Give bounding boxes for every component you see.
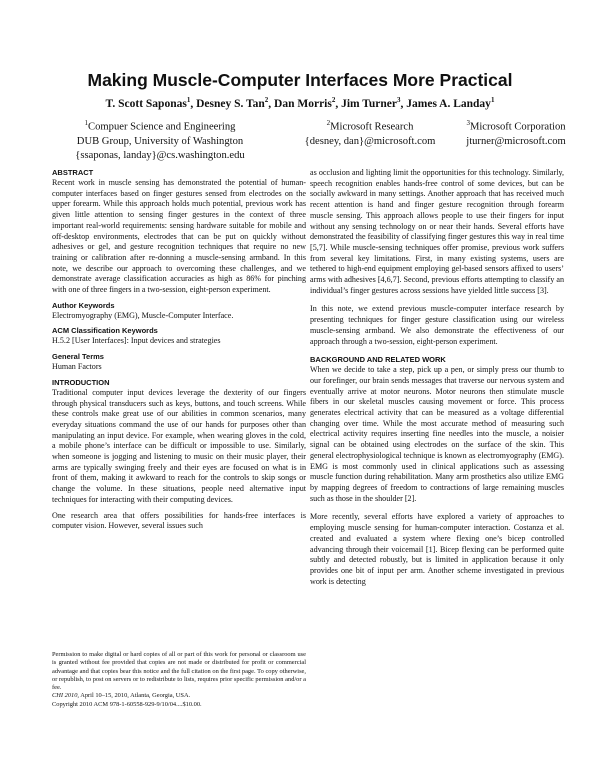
conference-line: CHI 2010, April 10–15, 2010, Atlanta, Georgia, USA. (52, 692, 191, 700)
right-column (310, 168, 564, 587)
acm-heading: ACM Classification Keywords (52, 326, 158, 336)
copyright-footnote (52, 651, 306, 709)
copyright-line: Copyright 2010 ACM 978-1-60558-929-9/10/04....$10.00. (52, 700, 202, 708)
left-column (52, 168, 306, 532)
background-paragraph-1: When we decide to take a step, pick up a pen, or simply press our thumb to our forefinger, our brain sends messages that traverse our nervous system and eventually arrive at motor neurons. Motor neurons then stimulate muscle fibers in our skeletal muscles causing movement or force. This process generates electrical activity that can be measured as a voltage differential changing over time. While the most accurate method of measuring such electrical activity requires inserting fine needles into the muscle, a noisier signal can be obtained using electrodes on the surface of the skin. This general electrophysiological technique is known as electromyography (EMG). EMG is most commonly used in clinical applications such as assessing muscle function during rehabilitation. Many arm prosthetics also utilize EMG by mapping degrees of freedom to contractions of large remaining muscles such as those in the shoulder [2]. (310, 365, 564, 503)
intro-heading: INTRODUCTION (52, 377, 110, 387)
author-list: T. Scott Saponas$^1$, Desney S. Tan$^2$, Dan Morris$^2$, Jim Turner$^3$, James A. Landay$^1$ (105, 96, 495, 110)
affiliation-microsoft: $^3$Microsoft Corporation jturner@microsoft.com (466, 119, 566, 147)
author: James A. Landay$^1$ (406, 96, 495, 110)
terms-text: Human Factors (52, 362, 102, 372)
background-heading: BACKGROUND AND RELATED WORK (310, 355, 446, 365)
paper-title: Making Muscle-Computer Interfaces More Practical (87, 70, 513, 90)
author: Desney S. Tan$^2$ (196, 96, 269, 110)
author: Jim Turner$^3$ (341, 96, 401, 110)
author: Dan Morris$^2$ (274, 96, 336, 110)
intro-paragraph-3: In this note, we extend previous muscle-computer interface research by presenting techniques for finger gesture classification using our wireless muscle-sensing armband. We also demonstrate the effectiveness of our approach through a two-session, eight-person experiment. (310, 304, 564, 346)
intro-paragraph-2: One research area that offers possibilities for hands-free interfaces is computer vision. However, several issues such (52, 510, 306, 531)
acm-text: H.5.2 [User Interfaces]: Input devices and strategies (52, 336, 221, 346)
author: T. Scott Saponas$^1$ (105, 96, 191, 110)
abstract-text: Recent work in muscle sensing has demonstrated the potential of human-computer interfaces based on finger gestures sensed from electrodes on the upper forearm. While this approach holds much potential, previous work has given little attention to sensing finger gestures in the context of three important real-world requirements: sensing hardware suitable for mobile and off-desktop environments, electrodes that can be put on quickly without adhesives or gel, and gesture recognition techniques that require no new training or calibration after re-donning a muscle-sensing armband. In this note, we describe our approach to overcoming these challenges, and we demonstrate average classification accuracies as high as 86% for pinching with one of three fingers in a two-session, eight-person experiment. (52, 178, 306, 295)
intro-paragraph-2-continued: as occlusion and lighting limit the opportunities for this technology. Similarly, speech recognition enables hands-free control of some devices, but can be socially awkward in many settings. Another approach that has received much recent attention is hand and finger gesture recognition through forearm muscle sensing. This approach allows people to use their fingers for input without any sensing technology on or near their hands. Several efforts have demonstrated the feasibility of classifying finger gestures this way in real time [5,7]. While muscle-sensing techniques offer promise, previous work suffers from several key limitations. First, in many existing systems, users are tethered to high-end equipment employing gel-based sensors affixed to users’ arms with adhesives [4,6,7]. Second, previous efforts attempting to classify an individual’s finger gestures across sessions have yielded little success [3]. (310, 168, 564, 295)
affiliation-uw: $^1$Compuer Science and Engineering DUB Group, University of Washington {ssaponas, landay}@cs.washington.edu (75, 119, 245, 161)
affiliation-msr: $^2$Microsoft Research {desney, dan}@microsoft.com (304, 119, 436, 147)
terms-heading: General Terms (52, 352, 104, 362)
abstract-heading: ABSTRACT (52, 168, 94, 177)
intro-paragraph-1: Traditional computer input devices leverage the dexterity of our fingers through physical transducers such as keys, buttons, and touch screens. While these controls make great use of our abilities in common scenarios, many everyday situations command the use of our hands for purposes other than manipulating an input device. For example, when wearing gloves in the cold, a mobile phone’s interface can be difficult or impossible to use. Similarly, when someone is jogging and listening to music on their music player, their arms are typically swinging freely and their eyes are focused on what is in front of them, making it awkward to reach for the controls to skip songs or change the volume. In these situations, people need alternative input techniques for interacting with their computing devices. (52, 387, 306, 504)
background-paragraph-2: More recently, several efforts have explored a variety of approaches to employing muscle sensing for human-computer interaction. Costanza et al. created and evaluated a system where flexing one’s bicep controlled advancing through their voicemail [1]. Bicep flexing can be performed quite subtly and detected robustly, but is limited in application because it only provides one bit of input per arm. Another scheme investigated in previous work is detecting (310, 512, 564, 586)
keywords-text: Electromyography (EMG), Muscle-Computer Interface. (52, 310, 234, 320)
permission-notice: Permission to make digital or hard copies of all or part of this work for personal or classroom use is granted without fee provided that copies are not made or distributed for profit or commercial advantage and that copies bear this notice and the full citation on the first page. To copy otherwise, or republish, to post on servers or to redistribute to lists, requires prior specific permission and/or a fee. (52, 651, 306, 692)
keywords-heading: Author Keywords (52, 300, 115, 310)
